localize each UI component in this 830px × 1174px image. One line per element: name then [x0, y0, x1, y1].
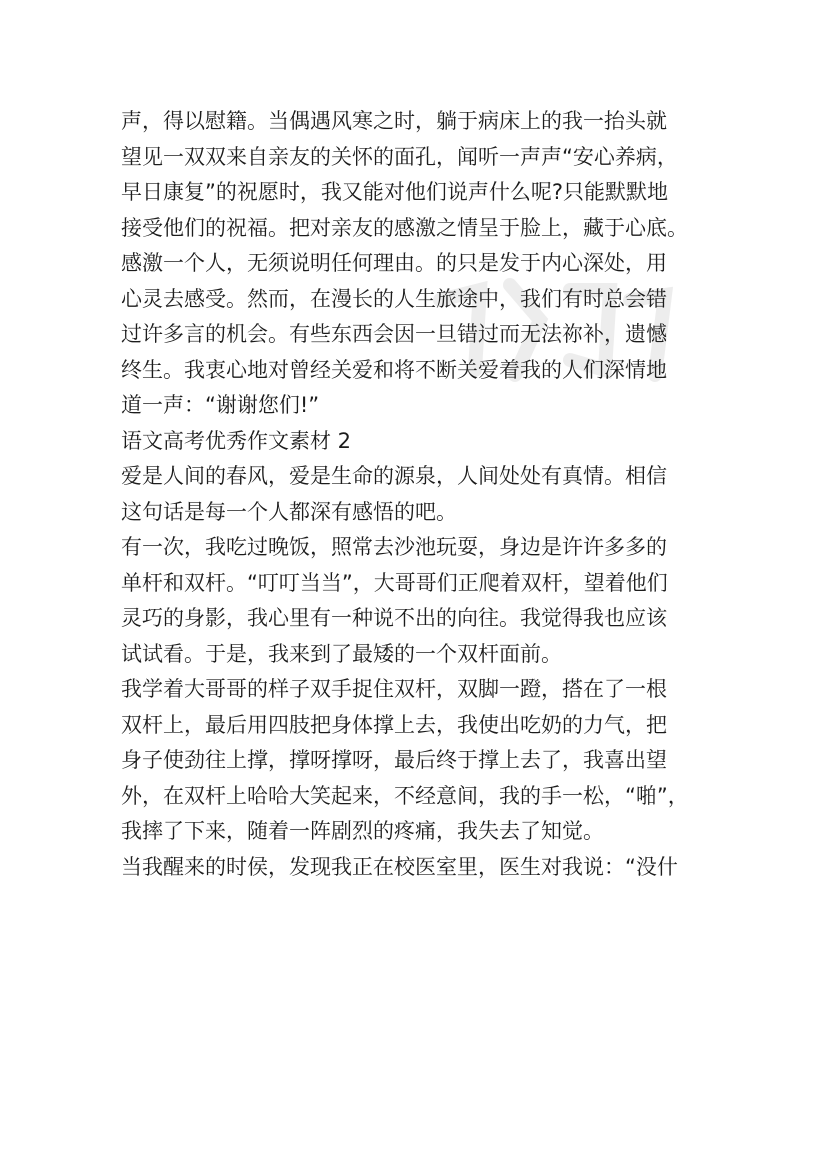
- text-line: 道一声：“谢谢您们!”: [121, 393, 320, 417]
- text-line: 早日康复”的祝愿时，我又能对他们说声什么呢?只能默默地: [121, 180, 669, 204]
- text-line: 试试看。于是，我来到了最矮的一个双杆面前。: [121, 641, 562, 666]
- text-line: 我学着大哥哥的样子双手捉住双杆，双脚一蹬，搭在了一根: [121, 677, 667, 701]
- text-line: 声，得以慰籍。当偶遇风寒之时，躺于病床上的我一抬头就: [121, 109, 667, 133]
- text-line: 感激一个人，无须说明任何理由。的只是发于内心深处，用: [121, 251, 667, 275]
- text-line: 当我醒来的时侯，发现我正在校医室里，医生对我说：“没什: [121, 854, 678, 879]
- text-line: 单杆和双杆。“叮叮当当”，大哥哥们正爬着双杆，望着他们: [121, 570, 668, 595]
- text-line: 有一次，我吃过晚饭，照常去沙池玩耍，身边是许许多多的: [121, 535, 667, 559]
- text-line: 心灵去感受。然而，在漫长的人生旅途中，我们有时总会错: [121, 286, 667, 311]
- document-body: [121, 104, 715, 885]
- text-line: 外，在双杆上哈哈大笑起来，不经意间，我的手一松，“啪”，: [121, 783, 689, 808]
- text-line: 身子使劲往上撑，撑呀撑呀，最后终于撑上去了，我喜出望: [121, 748, 667, 772]
- text-line: 终生。我衷心地对曾经关爱和将不断关爱着我的人们深情地: [121, 357, 667, 382]
- text-line: 这句话是每一个人都深有感悟的吧。: [121, 499, 457, 524]
- text-line: 接受他们的祝福。把对亲友的感激之情呈于脸上，藏于心底。: [121, 215, 688, 240]
- text-line: 爱是人间的春风，爱是生命的源泉，人间处处有真情。相信: [121, 464, 667, 488]
- section-heading: 语文高考优秀作文素材 2: [121, 428, 352, 453]
- text-line: 双杆上，最后用四肢把身体撑上去，我使出吃奶的力气，把: [121, 712, 667, 737]
- text-line: 过许多言的机会。有些东西会因一旦错过而无法祢补，遗憾: [121, 322, 667, 346]
- text-line: 望见一双双来自亲友的关怀的面孔，闻听一声声“安心养病，: [121, 144, 678, 169]
- text-line: 灵巧的身影，我心里有一种说不出的向往。我觉得我也应该: [121, 606, 667, 630]
- text-line: 我摔了下来，随着一阵剧烈的疼痛，我失去了知觉。: [121, 819, 604, 843]
